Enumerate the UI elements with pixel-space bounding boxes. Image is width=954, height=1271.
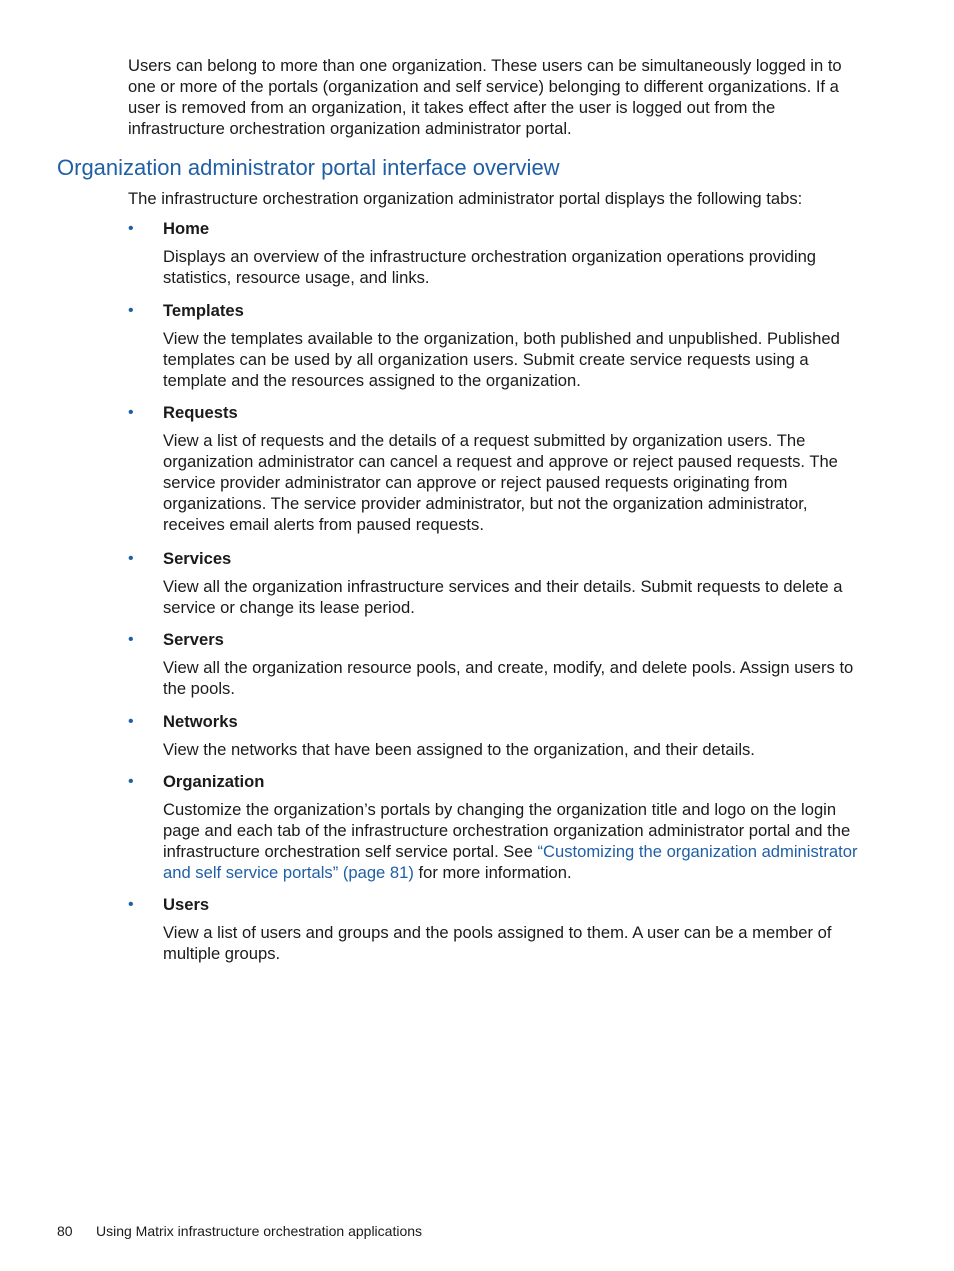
- tab-name: Templates: [163, 301, 244, 320]
- chapter-title: Using Matrix infrastructure orchestration applications: [96, 1223, 423, 1239]
- tab-name: Requests: [163, 403, 238, 422]
- tab-description-text: Customize the organization’s portals by changing the organization title and logo on the login page and each tab of the infrastructure orchestration organization administrator portal and the infrastructure orchestration self service portal. See: [163, 800, 851, 861]
- tab-name: Networks: [163, 712, 238, 731]
- tab-name: Home: [163, 219, 210, 238]
- tab-description: View the templates available to the organization, both published and unpublished. Published templates can be used by all organization users. Submit create service requests using a template and the resources assigned to the organization.: [163, 329, 840, 390]
- bullet-icon: •: [128, 220, 134, 237]
- bullet-icon: •: [128, 773, 134, 790]
- tab-description: View all the organization resource pools, and create, modify, and delete pools. Assign users to the pools.: [163, 658, 854, 698]
- bullet-icon: •: [128, 404, 134, 421]
- tab-description: View a list of requests and the details of a request submitted by organization users. The organization administrator can cancel a request and approve or reject paused requests. The service provider administrator can approve or reject paused requests originating from organizations. The service provider administrator, but not the organization administrator, receives email alerts from paused requests.: [163, 431, 838, 534]
- bullet-icon: •: [128, 896, 134, 913]
- bullet-icon: •: [128, 713, 134, 730]
- page-footer: [57, 1222, 422, 1240]
- section-lead-paragraph: The infrastructure orchestration organization administrator portal displays the following tabs:: [128, 189, 803, 208]
- tab-description-text: for more information.: [413, 863, 572, 882]
- bullet-icon: •: [128, 631, 134, 648]
- intro-paragraph: Users can belong to more than one organization. These users can be simultaneously logged in to one or more of the portals (organization and self service) belonging to different organizations. If a user is removed from an organization, it takes effect after the user is logged out from the infrastructure orchestration organization administrator portal.: [128, 56, 842, 138]
- tab-name: Users: [163, 895, 210, 914]
- tab-description: View all the organization infrastructure services and their details. Submit requests to delete a service or change its lease period.: [163, 577, 843, 617]
- page-number: 80: [57, 1223, 73, 1239]
- bullet-icon: •: [128, 550, 134, 567]
- section-heading: Organization administrator portal interface overview: [57, 155, 560, 180]
- tab-name: Services: [163, 549, 232, 568]
- bullet-icon: •: [128, 302, 134, 319]
- tab-description: View a list of users and groups and the pools assigned to them. A user can be a member of multiple groups.: [163, 923, 832, 963]
- cross-reference-link[interactable]: “Customizing the organization administrator and self service portals” (page 81): [163, 842, 858, 882]
- tab-description: [163, 799, 873, 883]
- tab-name: Organization: [163, 772, 265, 791]
- tab-name: Servers: [163, 630, 224, 649]
- tab-description: View the networks that have been assigned to the organization, and their details.: [163, 740, 755, 759]
- tab-description: Displays an overview of the infrastructure orchestration organization operations providing statistics, resource usage, and links.: [163, 247, 817, 287]
